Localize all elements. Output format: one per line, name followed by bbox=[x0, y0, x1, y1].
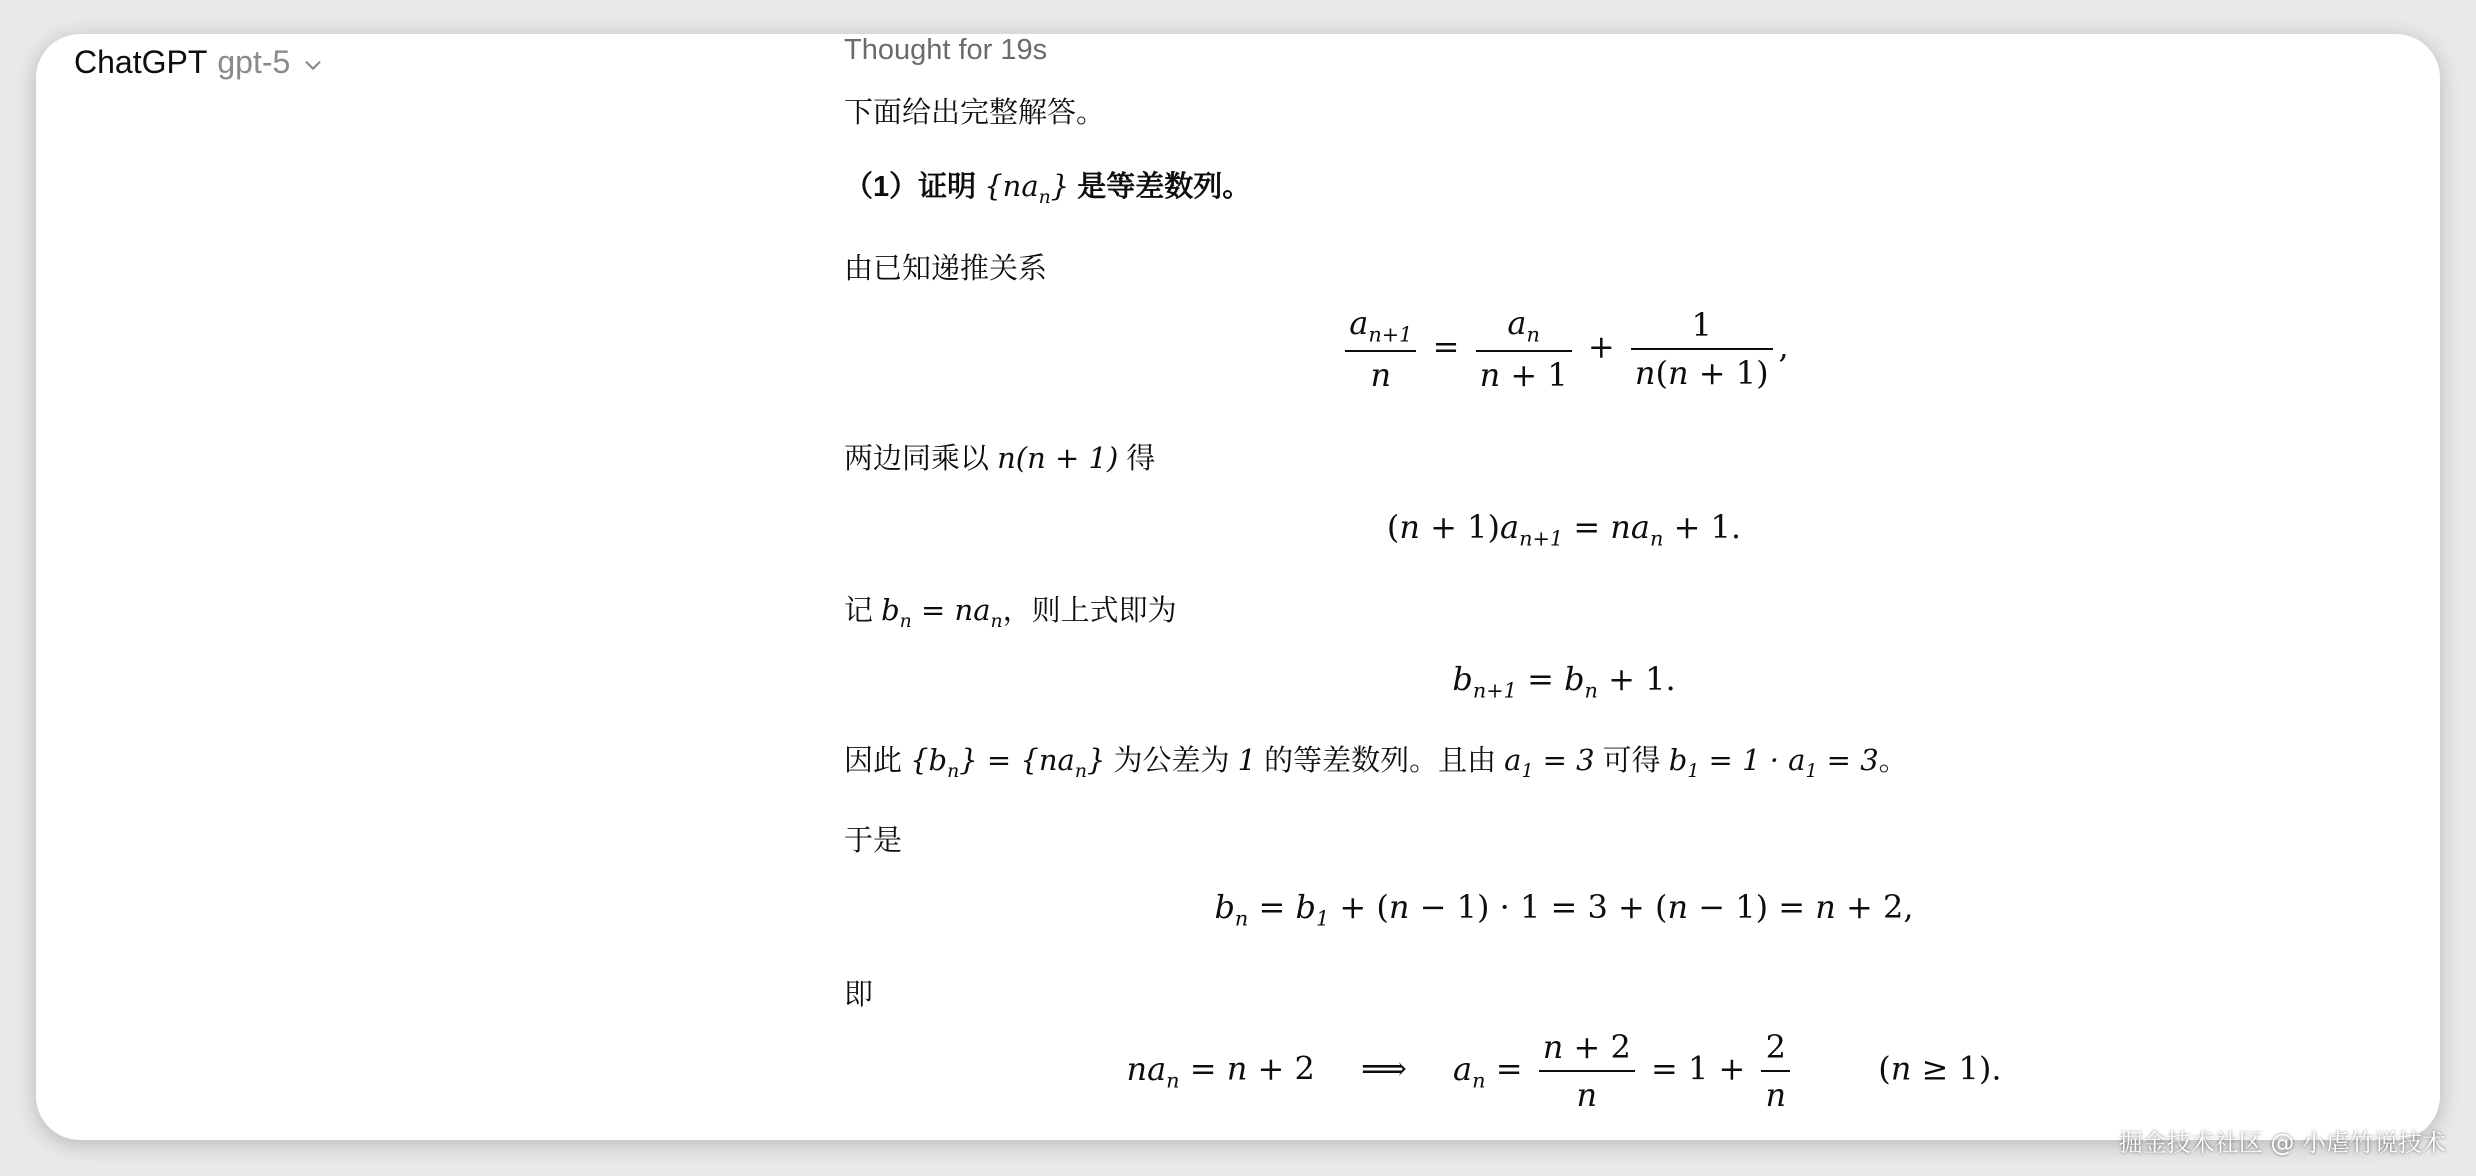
chevron-down-icon bbox=[302, 54, 324, 76]
part1-heading: （1）证明 $\{na_n\}$ 是等差数列。 bbox=[844, 169, 1252, 208]
app-name: ChatGPT bbox=[74, 44, 208, 80]
hence-text: 于是 bbox=[844, 825, 903, 857]
known-relation-text: 由已知递推关系 bbox=[844, 253, 1048, 285]
chat-window bbox=[36, 34, 2440, 1140]
intro-text: 下面给出完整解答。 bbox=[844, 97, 1106, 129]
model-switcher[interactable] bbox=[74, 44, 324, 81]
define-text: 记 $b_n = na_n$，则上式即为 bbox=[844, 593, 1177, 632]
multiply-text: 两边同乘以 n(n + 1) 得 bbox=[844, 441, 1156, 475]
ie-text: 即 bbox=[844, 979, 874, 1011]
equation-bn: $b_{n+1} = b_n + 1$. bbox=[1452, 660, 1676, 703]
watermark: 掘金技术社区 @ 小虐竹说技术 bbox=[2118, 1129, 2446, 1157]
therefore-text: 因此 $\{b_n\} = \{na_n\}$ 为公差为 1 的等差数列。且由 $a_1 = 3$ 可得 $b_1 = 1 \cdot a_1 = 3$。 bbox=[844, 743, 1908, 782]
math-inline: $\{na_n\}$ bbox=[984, 169, 1070, 208]
equation-multiplied: $(n + 1)a_{n+1} = na_n + 1$. bbox=[1386, 508, 1742, 551]
model-name: gpt-5 bbox=[217, 44, 291, 80]
thought-duration[interactable]: Thought for 19s bbox=[844, 34, 1048, 66]
equation-general: $b_n = b_1 + (n - 1) \cdot 1 = 3 + (n - 1) = n + 2$, bbox=[1214, 888, 1914, 931]
equation-recurrence: $\frac{a_{n+1}}{n}$ = $\frac{a_n}{n + 1}$ + $\frac{1}{n(n + 1)}$ , bbox=[844, 304, 2284, 394]
equation-an: $na_n = n + 2$ ⟹ $a_n$ = $\frac{n + 2}{n}$ = 1 + $\frac{2}{n}$ (n ≥ 1). bbox=[1126, 1028, 2002, 1114]
